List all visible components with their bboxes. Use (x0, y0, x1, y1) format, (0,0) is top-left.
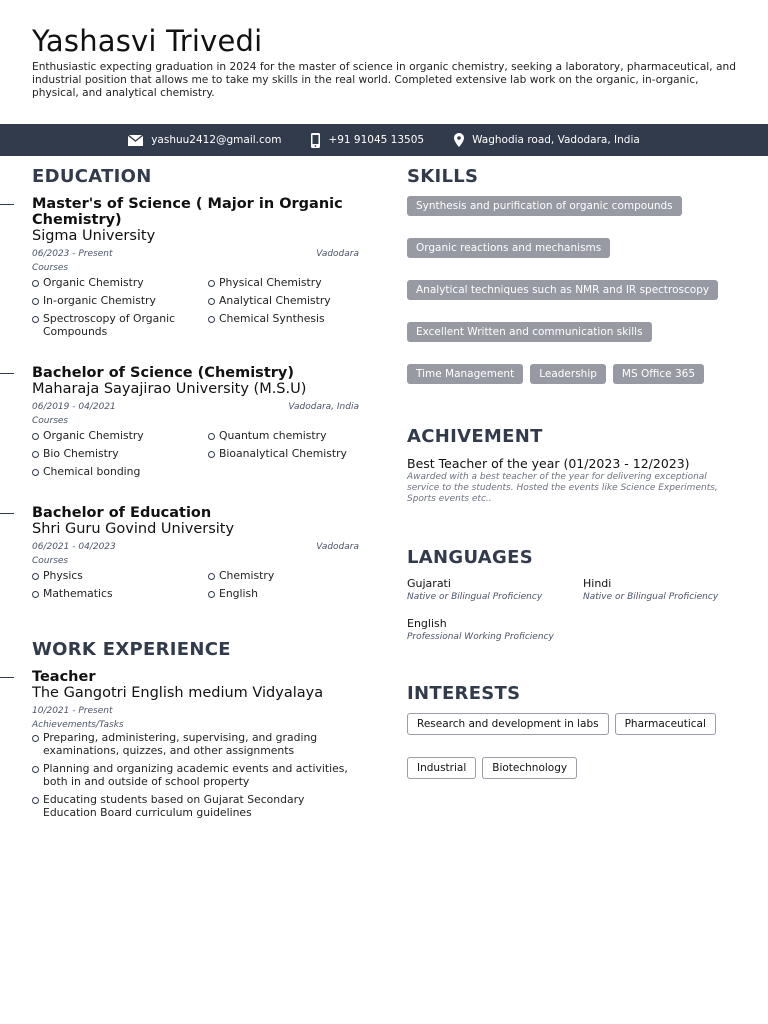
interest-tag: Research and development in labs (407, 713, 609, 735)
achievement-description: Awarded with a best teacher of the year for delivering exceptional service to the students. Hosted the events like Science Experiments, Sports events etc.. (407, 472, 718, 504)
courses-list (32, 429, 359, 483)
language-name: Gujarati (407, 577, 451, 590)
achievement-section-title: ACHIVEMENT (407, 426, 543, 447)
achievement-item (407, 456, 737, 505)
task-item: Planning and organizing academic events and activities, both in and outside of school property (32, 762, 359, 788)
course-item: Chemical Synthesis (208, 312, 359, 338)
degree-title: Master's of Science ( Major in Organic Chemistry) (32, 196, 343, 228)
work-entry (32, 669, 359, 819)
education-dates: 06/2019 - 04/2021 (32, 402, 116, 412)
skill-tag: Excellent Written and communication skills (407, 322, 652, 342)
courses-list (32, 569, 359, 605)
work-section-title: WORK EXPERIENCE (32, 639, 231, 660)
course-item: Bio Chemistry (32, 447, 208, 460)
courses-label: Courses (32, 416, 69, 426)
course-item: Organic Chemistry (32, 276, 208, 289)
skill-tag: Leadership (530, 364, 606, 384)
education-section-title: EDUCATION (32, 166, 152, 187)
right-column (407, 166, 737, 779)
courses-label: Courses (32, 556, 69, 566)
tasks-list (32, 731, 359, 819)
course-item: Quantum chemistry (208, 429, 359, 442)
interests-section-title: INTERESTS (407, 683, 521, 704)
skill-tag: Organic reactions and mechanisms (407, 238, 610, 258)
language-name: Hindi (583, 577, 612, 590)
degree-title: Bachelor of Education (32, 505, 212, 521)
language-item (407, 617, 583, 643)
summary-text: Enthusiastic expecting graduation in 2024 for the master of science in organic chemistry, seeking a laboratory, pharmaceutical, and industrial position that allows me to take my skills in the real world. Completed extensive lab work on the organic, in-organic, physical, and analytical chemistry. (32, 61, 736, 99)
education-location: Vadodara (316, 249, 359, 259)
interest-tag: Pharmaceutical (615, 713, 716, 735)
entry-marker (0, 204, 14, 205)
course-item: Physics (32, 569, 208, 582)
employer-name: The Gangotri English medium Vidyalaya (32, 685, 324, 701)
education-entry (32, 505, 359, 605)
courses-list (32, 276, 359, 343)
language-item (407, 577, 583, 603)
work-meta (32, 705, 359, 717)
work-dates: 10/2021 - Present (32, 706, 113, 716)
language-item (583, 577, 737, 603)
left-column (32, 166, 359, 841)
school-name: Maharaja Sayajirao University (M.S.U) (32, 381, 307, 397)
education-entry (32, 365, 359, 483)
education-dates: 06/2023 - Present (32, 249, 113, 259)
education-meta (32, 541, 359, 553)
languages-list (407, 577, 737, 643)
contact-location (454, 133, 640, 147)
skill-tag: MS Office 365 (613, 364, 704, 384)
contact-bar (0, 124, 768, 156)
entry-marker (0, 513, 14, 514)
courses-label: Courses (32, 263, 69, 273)
entry-marker (0, 373, 14, 374)
phone-icon (311, 133, 320, 148)
languages-section-title: LANGUAGES (407, 547, 533, 568)
language-level: Native or Bilingual Proficiency (407, 592, 543, 602)
education-dates: 06/2021 - 04/2023 (32, 542, 116, 552)
interest-tag: Biotechnology (482, 757, 577, 779)
language-level: Professional Working Proficiency (407, 632, 554, 642)
interest-tag: Industrial (407, 757, 476, 779)
course-item: Chemical bonding (32, 465, 208, 478)
education-entry (32, 196, 359, 343)
achievement-title: Best Teacher of the year (01/2023 - 12/2023) (407, 456, 690, 471)
school-name: Sigma University (32, 228, 156, 244)
skill-tag: Time Management (407, 364, 523, 384)
email-text[interactable]: yashuu2412@gmail.com (151, 134, 282, 146)
course-item: English (208, 587, 359, 600)
education-location: Vadodara (316, 542, 359, 552)
resume-header (32, 24, 736, 100)
skill-tag: Synthesis and purification of organic compounds (407, 196, 682, 216)
task-item: Educating students based on Gujarat Secondary Education Board curriculum guidelines (32, 793, 359, 819)
entry-marker (0, 677, 14, 678)
course-item: Chemistry (208, 569, 359, 582)
location-pin-icon (454, 133, 464, 147)
interests-list (407, 713, 737, 779)
course-item: Mathematics (32, 587, 208, 600)
course-item: Analytical Chemistry (208, 294, 359, 307)
education-meta (32, 401, 359, 413)
language-name: English (407, 617, 447, 630)
degree-title: Bachelor of Science (Chemistry) (32, 365, 294, 381)
envelope-icon (128, 135, 143, 146)
course-item: Physical Chemistry (208, 276, 359, 289)
location-text: Waghodia road, Vadodara, India (472, 134, 640, 146)
skills-section-title: SKILLS (407, 166, 479, 187)
contact-email[interactable] (128, 134, 281, 146)
phone-text[interactable]: +91 91045 13505 (328, 134, 425, 146)
course-item: In-organic Chemistry (32, 294, 208, 307)
language-level: Native or Bilingual Proficiency (583, 592, 719, 602)
candidate-name: Yashasvi Trivedi (32, 24, 263, 58)
task-item: Preparing, administering, supervising, and grading examinations, quizzes, and other assignments (32, 731, 359, 757)
contact-phone[interactable] (311, 133, 424, 148)
course-item: Organic Chemistry (32, 429, 208, 442)
course-item: Spectroscopy of Organic Compounds (32, 312, 208, 338)
job-role: Teacher (32, 669, 96, 685)
course-item: Bioanalytical Chemistry (208, 447, 359, 460)
education-location: Vadodara, India (288, 402, 359, 412)
tasks-label: Achievements/Tasks (32, 720, 124, 730)
school-name: Shri Guru Govind University (32, 521, 235, 537)
education-meta (32, 248, 359, 260)
skills-list (407, 196, 737, 384)
skill-tag: Analytical techniques such as NMR and IR spectroscopy (407, 280, 718, 300)
